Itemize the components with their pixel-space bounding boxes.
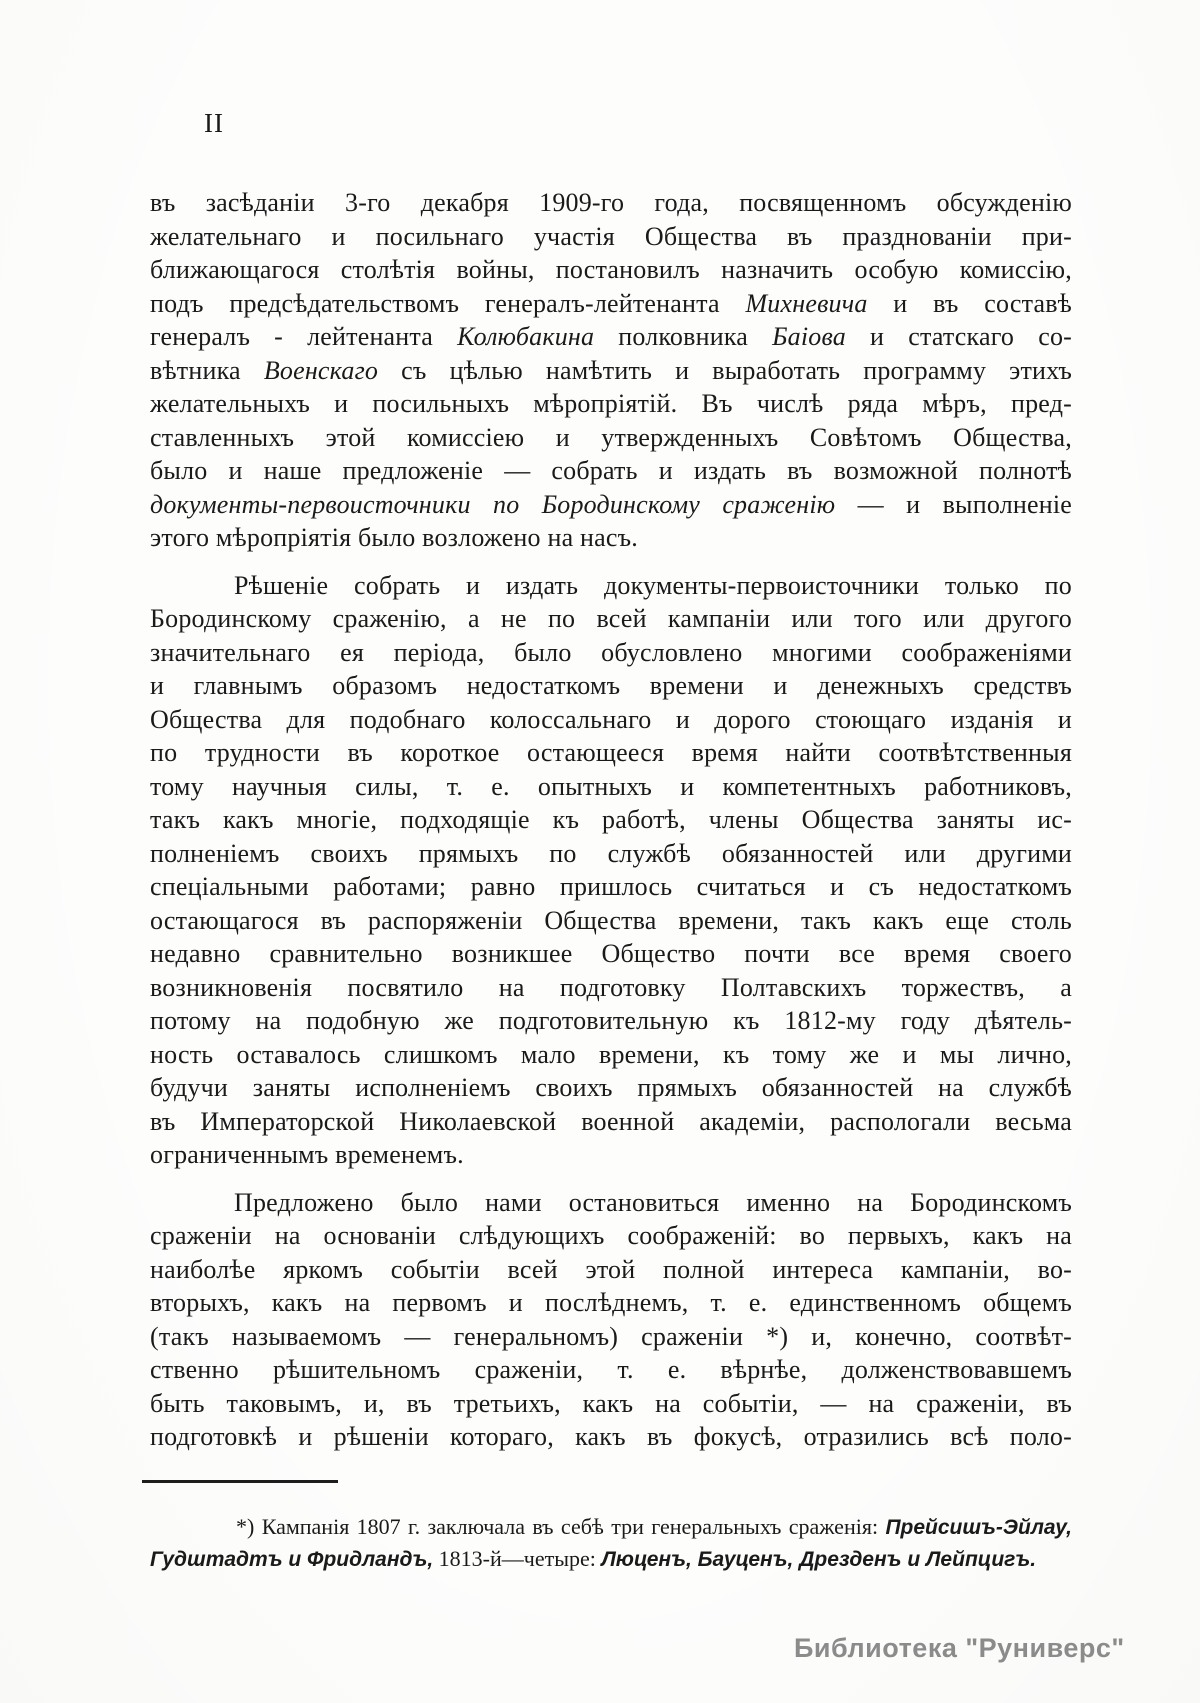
text-line (150, 253, 1072, 287)
italic-text: документы-первоисточники по Бородинскому сраженію (150, 489, 836, 519)
text-segment: будучи заняты исполненіемъ своихъ прямыхъ обязанностей на службѣ (150, 1073, 1072, 1102)
text-segment: остающагося въ распоряженіи Общества времени, такъ какъ еще столь (150, 905, 1072, 935)
footnote (150, 1511, 1072, 1575)
paragraph (150, 569, 1072, 1172)
text-segment: тому научныя силы, т. е. опытныхъ и компетентныхъ работниковъ, (150, 771, 1072, 801)
text-line (150, 569, 1072, 603)
text-segment: ближающагося столѣтія войны, постановилъ назначить особую комиссію, (150, 255, 1072, 284)
text-segment: недавно сравнительно возникшее Общество почти все время своего (150, 939, 1072, 968)
text-segment: Рѣшеніе собрать и издать документы-первоисточники только по (234, 570, 1072, 600)
body-text (150, 186, 1072, 1454)
text-segment: быть таковымъ, и, въ третьихъ, какъ на событіи, — на сраженіи, въ (150, 1388, 1072, 1418)
italic-text: Военскаго (263, 355, 379, 385)
text-line (150, 421, 1072, 455)
text-line (150, 454, 1072, 488)
italic-text: Колюбакина (457, 322, 595, 351)
text-line (150, 937, 1072, 971)
text-segment: *) Кампанія 1807 г. заключала въ себѣ три генеральныхъ сраженія: (236, 1514, 886, 1539)
text-segment: желательныхъ и посильныхъ мѣропріятій. Въ числѣ ряда мѣръ, пред- (150, 389, 1072, 418)
text-segment: Бородинскому сраженію, а не по всей кампаніи или того или другого (150, 604, 1072, 633)
text-line (150, 1511, 1072, 1543)
text-segment: наиболѣе яркомъ событіи всей этой полной интереса кампаніи, во- (150, 1254, 1072, 1284)
text-segment: вѣтника (150, 355, 264, 385)
text-segment: генералъ - лейтенанта (150, 322, 458, 351)
text-line (150, 803, 1072, 837)
text-line (150, 1387, 1072, 1421)
paragraph (150, 1186, 1072, 1454)
text-segment: сраженіи на основаніи слѣдующихъ соображеній: во первыхъ, какъ на (150, 1221, 1072, 1250)
text-line (150, 602, 1072, 636)
text-segment: ставленныхъ этой комиссіею и утвержденныхъ Совѣтомъ Общества, (150, 422, 1072, 452)
text-segment: по трудности въ короткое остающееся время найти соотвѣтственныя (150, 738, 1072, 767)
text-line (150, 870, 1072, 904)
watermark: Библиотека "Руниверс" (794, 1633, 1125, 1663)
text-line (150, 669, 1072, 703)
text-line (150, 904, 1072, 938)
text-line (150, 1286, 1072, 1320)
italic-text: Люценъ, Бауценъ, Дрезденъ и Лейпцигъ. (601, 1548, 1037, 1571)
text-segment: потому на подобную же подготовительную къ 1812-му году дѣятель- (150, 1006, 1072, 1035)
text-line (150, 320, 1072, 354)
text-segment: въ Императорской Николаевской военной академіи, распологали весьма (150, 1106, 1072, 1136)
text-line (150, 1420, 1072, 1454)
text-line (150, 186, 1072, 220)
text-segment: подготовкѣ и рѣшеніи котораго, какъ въ фокусѣ, отразились всѣ поло- (150, 1422, 1072, 1451)
text-segment: въ засѣданіи 3-го декабря 1909-го года, посвященномъ обсужденію (150, 188, 1072, 217)
text-line (150, 1320, 1072, 1354)
text-segment: такъ какъ многіе, подходящіе къ работѣ, члены Общества заняты ис- (150, 805, 1072, 834)
text-segment: вторыхъ, какъ на первомъ и послѣднемъ, т. е. единственномъ общемъ (150, 1288, 1072, 1317)
text-line (150, 1038, 1072, 1072)
text-segment: и въ составѣ (867, 288, 1072, 318)
text-line (150, 837, 1072, 871)
text-line (150, 736, 1072, 770)
text-line (150, 488, 1072, 522)
text-segment: Общества для подобнаго колоссальнаго и дорого стоющаго изданія и (150, 704, 1072, 734)
text-segment: Предложено было нами остановиться именно на Бородинскомъ (234, 1187, 1072, 1217)
text-segment: 1813-й—четыре: (433, 1546, 602, 1571)
page-number: II (204, 108, 224, 138)
footnote-rule (142, 1480, 338, 1483)
text-line (150, 1138, 1072, 1172)
text-segment: значительнаго ея періода, было обусловлено многими соображеніями (150, 637, 1072, 667)
paragraph (150, 186, 1072, 555)
text-segment: спеціальными работами; равно пришлось считаться и съ недостаткомъ (150, 872, 1072, 901)
text-segment: подъ предсѣдательствомъ генералъ-лейтенанта (150, 288, 746, 318)
text-line (150, 1004, 1072, 1038)
text-segment: ность оставалось слишкомъ мало времени, къ тому же и мы лично, (150, 1039, 1072, 1069)
text-segment: было и наше предложеніе — собрать и издать въ возможной полнотѣ (150, 456, 1072, 485)
italic-text: Гудштадтъ и Фридландъ, (150, 1548, 434, 1571)
text-line (150, 703, 1072, 737)
text-line (150, 636, 1072, 670)
text-segment: — и выполненіе (835, 489, 1072, 519)
text-segment: и главнымъ образомъ недостаткомъ времени и денежныхъ средствъ (150, 671, 1072, 700)
text-line (150, 1105, 1072, 1139)
text-segment: желательнаго и посильнаго участія Общества въ празднованіи при- (150, 221, 1072, 251)
text-line (150, 1253, 1072, 1287)
text-line (150, 1186, 1072, 1220)
text-line (150, 220, 1072, 254)
text-line (150, 1071, 1072, 1105)
text-segment: полненіемъ своихъ прямыхъ по службѣ обязанностей или другими (150, 838, 1072, 868)
italic-text: Баіова (772, 322, 846, 351)
text-line (150, 1543, 1072, 1575)
text-line (150, 971, 1072, 1005)
text-segment: ственно рѣшительномъ сраженіи, т. е. вѣрнѣе, долженствовавшемъ (150, 1355, 1072, 1384)
text-line (150, 387, 1072, 421)
text-segment: и статскаго со- (845, 322, 1072, 351)
text-segment: этого мѣропріятія было возложено на насъ. (150, 523, 638, 552)
text-line (150, 521, 1072, 555)
text-line (150, 287, 1072, 321)
text-line (150, 770, 1072, 804)
italic-text: Михневича (745, 288, 868, 318)
text-line (150, 354, 1072, 388)
text-line (150, 1219, 1072, 1253)
text-segment: ограниченнымъ временемъ. (150, 1140, 464, 1169)
paragraph (150, 1511, 1072, 1575)
text-segment: съ цѣлью намѣтить и выработать программу этихъ (378, 355, 1072, 385)
text-segment: возникновенія посвятило на подготовку Полтавскихъ торжествъ, а (150, 972, 1072, 1002)
text-segment: (такъ называемомъ — генеральномъ) сраженіи *) и, конечно, соотвѣт- (150, 1321, 1072, 1351)
text-segment: полковника (594, 322, 773, 351)
italic-text: Прейсишъ-Эйлау, (885, 1516, 1072, 1539)
text-line (150, 1353, 1072, 1387)
